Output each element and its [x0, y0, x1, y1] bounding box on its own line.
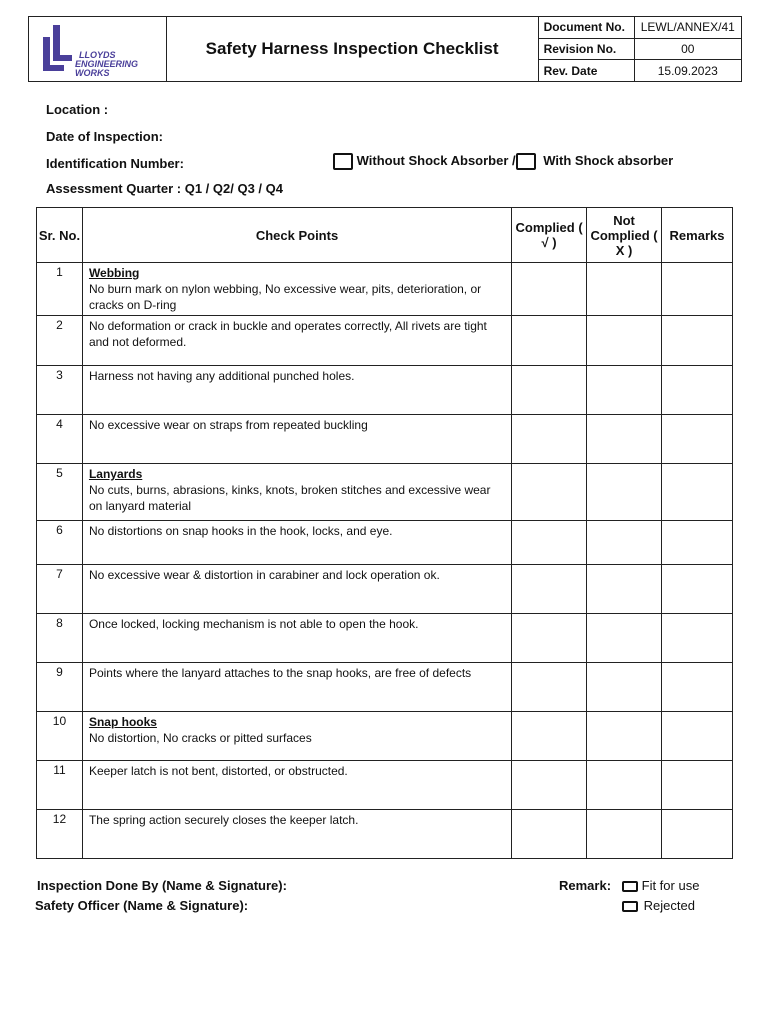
remarks-cell[interactable] — [662, 316, 733, 366]
row-sr-no: 3 — [37, 366, 83, 415]
not-complied-cell[interactable] — [587, 316, 662, 366]
table-row — [37, 761, 733, 810]
remarks-cell[interactable] — [662, 366, 733, 415]
check-point-text: No cuts, burns, abrasions, kinks, knots, broken stitches and excessive wear on lanyard material — [88, 483, 491, 513]
meta-value: 15.09.2023 — [657, 63, 718, 78]
meta-row-revision — [539, 39, 741, 61]
complied-cell[interactable] — [512, 761, 587, 810]
row-check-point — [82, 263, 511, 316]
check-point-text: No burn mark on nylon webbing, No excessive wear, pits, deterioration, or cracks on D-ring — [88, 282, 482, 312]
complied-cell[interactable] — [512, 663, 587, 712]
remarks-cell[interactable] — [662, 614, 733, 663]
row-sr-no: 4 — [37, 415, 83, 464]
table-row — [37, 263, 733, 316]
without-shock-label: Without Shock Absorber / — [356, 153, 516, 168]
location-label: Location : — [46, 102, 109, 117]
check-point-text: Keeper latch is not bent, distorted, or obstructed. — [88, 764, 348, 778]
safety-officer-label: Safety Officer (Name & Signature): — [35, 898, 249, 913]
table-row — [37, 521, 733, 565]
header-remarks: Remarks — [662, 208, 733, 263]
complied-cell[interactable] — [512, 614, 587, 663]
meta-value: 00 — [681, 42, 695, 56]
row-sr-no: 5 — [37, 464, 83, 521]
complied-cell[interactable] — [512, 712, 587, 761]
row-check-point — [82, 614, 511, 663]
table-row — [37, 366, 733, 415]
complied-cell[interactable] — [512, 810, 587, 859]
rejected-option — [622, 898, 695, 913]
not-complied-cell[interactable] — [587, 366, 662, 415]
check-point-text: Harness not having any additional punched holes. — [88, 369, 355, 383]
row-sr-no: 1 — [37, 263, 83, 316]
logo-line-2: ENGINEERING — [75, 59, 139, 69]
check-point-text: No deformation or crack in buckle and operates correctly, All rivets are tight and not deformed. — [88, 319, 487, 349]
complied-cell[interactable] — [512, 263, 587, 316]
row-check-point — [82, 366, 511, 415]
complied-cell[interactable] — [512, 464, 587, 521]
not-complied-cell[interactable] — [587, 521, 662, 565]
complied-cell[interactable] — [512, 366, 587, 415]
not-complied-cell[interactable] — [587, 761, 662, 810]
header-sr-no: Sr. No. — [37, 208, 83, 263]
remarks-cell[interactable] — [662, 565, 733, 614]
check-point-text: No distortion, No cracks or pitted surfaces — [88, 731, 312, 745]
with-shock-label: With Shock absorber — [543, 153, 674, 168]
not-complied-cell[interactable] — [587, 415, 662, 464]
meta-label: Rev. Date — [539, 60, 635, 81]
row-check-point — [82, 565, 511, 614]
row-check-point — [82, 712, 511, 761]
section-heading: Webbing — [88, 266, 140, 280]
not-complied-cell[interactable] — [587, 263, 662, 316]
remarks-cell[interactable] — [662, 712, 733, 761]
logo-cell — [29, 17, 167, 81]
header-check-points: Check Points — [82, 208, 511, 263]
document-header — [28, 16, 742, 82]
table-row — [37, 810, 733, 859]
without-shock-checkbox[interactable] — [333, 153, 353, 170]
date-label: Date of Inspection: — [46, 129, 164, 144]
meta-label: Document No. — [539, 17, 635, 38]
remarks-cell[interactable] — [662, 663, 733, 712]
remarks-cell[interactable] — [662, 810, 733, 859]
meta-block — [539, 17, 741, 81]
row-sr-no: 10 — [37, 712, 83, 761]
checklist-table — [36, 207, 733, 859]
logo-line-3: WORKS — [75, 68, 110, 78]
table-row — [37, 663, 733, 712]
table-row — [37, 464, 733, 521]
table-header-row — [37, 208, 733, 263]
row-check-point — [82, 415, 511, 464]
inspection-done-by-label: Inspection Done By (Name & Signature): — [37, 878, 287, 893]
table-row — [37, 712, 733, 761]
fit-for-use-label: Fit for use — [641, 878, 700, 893]
row-check-point — [82, 761, 511, 810]
complied-cell[interactable] — [512, 415, 587, 464]
meta-label: Revision No. — [539, 39, 635, 60]
row-check-point — [82, 521, 511, 565]
row-check-point — [82, 663, 511, 712]
rejected-label: Rejected — [643, 898, 695, 913]
check-point-text: No excessive wear on straps from repeated buckling — [88, 418, 368, 432]
check-point-text: No excessive wear & distortion in carabiner and lock operation ok. — [88, 568, 440, 582]
shock-absorber-options — [333, 153, 673, 170]
not-complied-cell[interactable] — [587, 663, 662, 712]
table-row — [37, 415, 733, 464]
row-sr-no: 2 — [37, 316, 83, 366]
logo-line-1: LLOYDS — [79, 50, 116, 60]
complied-cell[interactable] — [512, 565, 587, 614]
not-complied-cell[interactable] — [587, 712, 662, 761]
not-complied-cell[interactable] — [587, 565, 662, 614]
remarks-cell[interactable] — [662, 521, 733, 565]
not-complied-cell[interactable] — [587, 810, 662, 859]
meta-row-rev-date — [539, 60, 741, 81]
section-heading: Snap hooks — [88, 715, 157, 729]
complied-cell[interactable] — [512, 521, 587, 565]
check-point-text: No distortions on snap hooks in the hook, locks, and eye. — [88, 524, 393, 538]
row-sr-no: 7 — [37, 565, 83, 614]
meta-row-doc-no — [539, 17, 741, 39]
header-complied: Complied ( √ ) — [512, 208, 587, 263]
check-point-text: Once locked, locking mechanism is not able to open the hook. — [88, 617, 419, 631]
company-logo — [39, 21, 159, 79]
table-row — [37, 316, 733, 366]
remarks-cell[interactable] — [662, 464, 733, 521]
header-not-complied: Not Complied ( X ) — [587, 208, 662, 263]
id-number-label: Identification Number: — [46, 156, 184, 171]
not-complied-cell[interactable] — [587, 464, 662, 521]
row-check-point — [82, 316, 511, 366]
remarks-cell[interactable] — [662, 263, 733, 316]
remark-label: Remark: — [559, 878, 612, 893]
row-check-point — [82, 464, 511, 521]
check-point-text: The spring action securely closes the keeper latch. — [88, 813, 359, 827]
row-check-point — [82, 810, 511, 859]
document-title: Safety Harness Inspection Checklist — [167, 17, 539, 81]
with-shock-checkbox[interactable] — [516, 153, 536, 170]
table-row — [37, 614, 733, 663]
complied-cell[interactable] — [512, 316, 587, 366]
section-heading: Lanyards — [88, 467, 143, 481]
meta-value: LEWL/ANNEX/41 — [640, 20, 735, 35]
table-row — [37, 565, 733, 614]
not-complied-cell[interactable] — [587, 614, 662, 663]
rejected-checkbox[interactable] — [622, 901, 638, 912]
remarks-cell[interactable] — [662, 761, 733, 810]
check-point-text: Points where the lanyard attaches to the snap hooks, are free of defects — [88, 666, 472, 680]
fit-for-use-option — [622, 878, 699, 893]
fit-for-use-checkbox[interactable] — [622, 881, 638, 892]
row-sr-no: 6 — [37, 521, 83, 565]
row-sr-no: 8 — [37, 614, 83, 663]
remarks-cell[interactable] — [662, 415, 733, 464]
row-sr-no: 12 — [37, 810, 83, 859]
row-sr-no: 11 — [37, 761, 83, 810]
assessment-quarter-label: Assessment Quarter : Q1 / Q2/ Q3 / Q4 — [46, 181, 283, 196]
row-sr-no: 9 — [37, 663, 83, 712]
